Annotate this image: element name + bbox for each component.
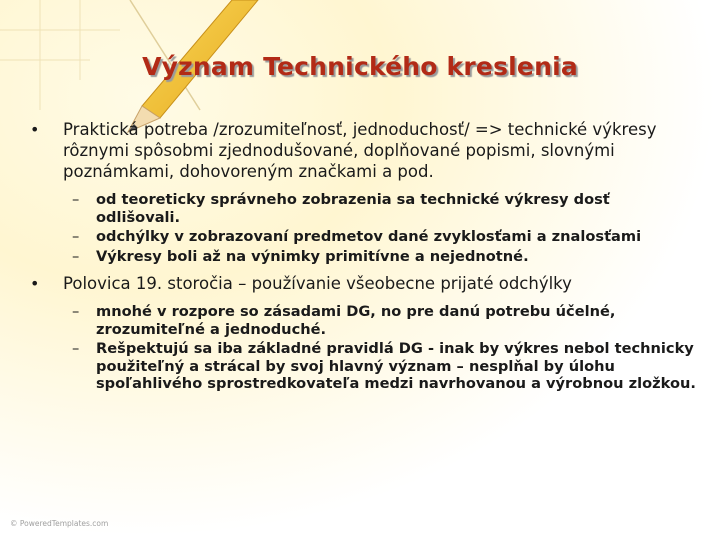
sub-bullet-text: mnohé v rozpore so zásadami DG, no pre danú potrebu účelné, zrozumiteľné a jednoduché. [96, 303, 616, 338]
bullet-glyph: • [30, 120, 40, 139]
dash-glyph: – [72, 303, 80, 320]
dash-glyph: – [72, 191, 80, 208]
sub-bullet-text: Rešpektujú sa iba základné pravidlá DG - inak by výkres nebol technicky použiteľný a strácal by svoj hlavný význam – nesplňal by úlohu spoľahlivého sprostredkovateľa medzi navrhovanou a výrobnou zložkou. [96, 340, 696, 392]
sub-bullet-item [28, 248, 698, 266]
sub-bullet-item [28, 303, 698, 338]
sub-bullet-item [28, 228, 698, 246]
dash-glyph: – [72, 247, 80, 265]
slide-title: Význam Technického kreslenia [142, 52, 578, 81]
bullet-text: Polovica 19. storočia – používanie všeobecne prijaté odchýlky [63, 274, 572, 293]
sub-bullet-item [28, 191, 698, 226]
sub-bullet-item [28, 340, 698, 393]
bullet-glyph: • [30, 274, 40, 293]
dash-glyph: – [72, 340, 80, 357]
bullet-item [28, 119, 698, 182]
sub-bullet-text: od teoreticky správneho zobrazenia sa technické výkresy dosť odlišovali. [96, 191, 610, 226]
footer-credit: © PoweredTemplates.com [10, 519, 109, 528]
sub-bullet-text: Výkresy boli až na výnimky primitívne a nejednotné. [96, 247, 529, 265]
sub-bullet-text: odchýlky v zobrazovaní predmetov dané zvyklosťami a znalosťami [96, 228, 642, 245]
slide-content [28, 119, 698, 393]
bullet-text: Praktická potreba /zrozumiteľnosť, jednoduchosť/ => technické výkresy rôznymi spôsobmi zjednodušované, doplňované popismi, slovnými poznámkami, dohovoreným značkami a pod. [63, 120, 657, 181]
bullet-item [28, 273, 698, 294]
dash-glyph: – [72, 228, 80, 245]
